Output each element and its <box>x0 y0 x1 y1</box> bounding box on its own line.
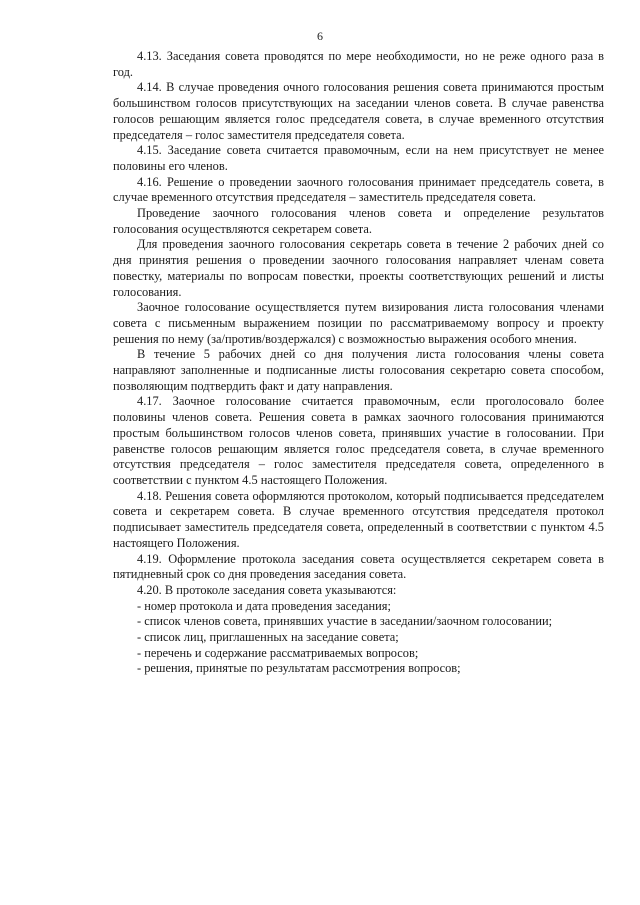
paragraph-4-15: 4.15. Заседание совета считается правомочным, если на нем присутствует не менее половины его членов. <box>113 143 604 173</box>
paragraph-4-14: 4.14. В случае проведения очного голосования решения совета принимаются простым большинством голосов присутствующих на заседании членов совета. В случае равенства голосов решающим является голос председателя совета, в случае временного отсутствия председателя – голос заместителя председателя совета. <box>113 80 604 142</box>
paragraph-4-16-voting: Заочное голосование осуществляется путем визирования листа голосования членами совета с письменным выражением позиции по рассматриваемому вопросу и проекту решения по нему (за/против/воздержался) с возможностью выражения особого мнения. <box>113 300 604 346</box>
paragraph-4-19: 4.19. Оформление протокола заседания совета осуществляется секретарем совета в пятидневный срок со дня проведения заседания совета. <box>113 551 604 582</box>
paragraph-4-20: 4.20. В протоколе заседания совета указываются: <box>137 582 397 597</box>
list-item: - перечень и содержание рассматриваемых вопросов; <box>137 645 419 660</box>
paragraph-4-16-conduct: Проведение заочного голосования членов совета и определение результатов голосования осуществляются секретарем совета. <box>113 206 604 236</box>
document-body <box>113 49 604 677</box>
list-item: - список лиц, приглашенных на заседание совета; <box>137 630 399 645</box>
list-item: - список членов совета, принявших участие в заседании/заочном голосовании; <box>137 614 553 629</box>
paragraph-4-13: 4.13. Заседания совета проводятся по мере необходимости, но не реже одного раза в год. <box>113 49 604 79</box>
paragraph-4-18: 4.18. Решения совета оформляются протоколом, который подписывается председателем совета и секретарем совета. В случае временного отсутствия председателя протокол подписывает заместитель председателя совета, определенный в соответствии с пунктом 4.5 настоящего Положения. <box>113 488 604 550</box>
paragraph-4-16: 4.16. Решение о проведении заочного голосования принимает председатель совета, в случае временного отсутствия председателя – заместитель председателя совета. <box>113 174 604 205</box>
list-item: - номер протокола и дата проведения заседания; <box>137 598 391 613</box>
paragraph-4-17: 4.17. Заочное голосование считается правомочным, если проголосовало более половины членов совета. Решения совета в рамках заочного голосования принимаются простым большинством голосов членов совета, принявших участие в голосовании. При равенстве голосов решающим является голос председателя совета, в случае временного отсутствия председателя – голос заместителя председателя совета, определенного в соответствии с пунктом 4.5 настоящего Положения. <box>113 394 604 487</box>
paragraph-4-16-deadline: В течение 5 рабочих дней со дня получения листа голосования члены совета направляют заполненные и подписанные листы голосования секретарю совета способом, позволяющим подтвердить факт и дату направления. <box>113 347 604 393</box>
list-item: - решения, принятые по результатам рассмотрения вопросов; <box>137 661 461 676</box>
page-number: 6 <box>317 29 323 43</box>
paragraph-4-16-secretary: Для проведения заочного голосования секретарь совета в течение 2 рабочих дней со дня принятия решения о проведении заочного голосования направляет членам совета повестку, материалы по вопросам повестки, проекты соответствующих решений и листы голосования. <box>113 237 604 299</box>
